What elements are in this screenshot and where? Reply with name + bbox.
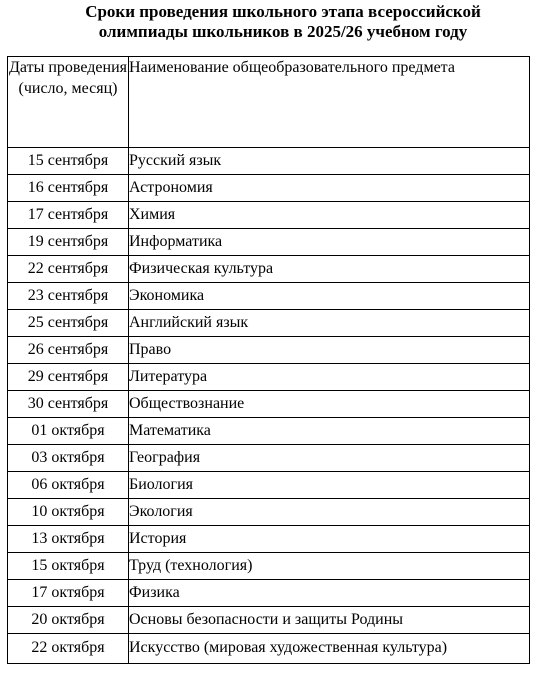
table-row [8,391,530,418]
subject-cell: Биология [129,472,530,499]
date-cell: 01 октября [8,418,129,445]
date-cell: 20 октября [8,607,129,634]
table-row [8,256,530,283]
date-cell: 13 октября [8,526,129,553]
subject-cell: Искусство (мировая художественная культура) [129,634,530,664]
subject-cell: Физическая культура [129,256,530,283]
subject-cell: География [129,445,530,472]
table-row [8,310,530,337]
subject-cell: Основы безопасности и защиты Родины [129,607,530,634]
subject-cell: Астрономия [129,175,530,202]
title-line-2: олимпиады школьников в 2025/26 учебном году [98,22,468,41]
date-cell: 15 октября [8,553,129,580]
title-line-1: Сроки проведения школьного этапа всероссийской [85,2,481,21]
column-header-subject: Наименование общеобразовательного предмета [129,57,530,148]
subject-cell: Математика [129,418,530,445]
subject-cell: Обществознание [129,391,530,418]
table-row [8,283,530,310]
subject-cell: Русский язык [129,148,530,175]
subject-cell: Литература [129,364,530,391]
table-row [8,499,530,526]
date-cell: 10 октября [8,499,129,526]
table-header-row [8,57,530,148]
date-cell: 25 сентября [8,310,129,337]
subject-cell: История [129,526,530,553]
column-header-date: Даты проведения (число, месяц) [8,57,129,148]
table-row [8,526,530,553]
subject-cell: Право [129,337,530,364]
subject-cell: Химия [129,202,530,229]
table-row [8,418,530,445]
table-row [8,202,530,229]
table-row [8,229,530,256]
table-row [8,472,530,499]
date-cell: 15 сентября [8,148,129,175]
table-row [8,445,530,472]
table-row [8,634,530,664]
page-title [0,2,536,42]
subject-cell: Труд (технология) [129,553,530,580]
date-cell: 03 октября [8,445,129,472]
table-row [8,364,530,391]
table-row [8,580,530,607]
date-cell: 22 октября [8,634,129,664]
table-row [8,607,530,634]
date-cell: 23 сентября [8,283,129,310]
subject-cell: Экономика [129,283,530,310]
date-cell: 19 сентября [8,229,129,256]
table-row [8,148,530,175]
date-cell: 30 сентября [8,391,129,418]
table-row [8,175,530,202]
subject-cell: Английский язык [129,310,530,337]
subject-cell: Информатика [129,229,530,256]
date-cell: 06 октября [8,472,129,499]
date-cell: 17 сентября [8,202,129,229]
date-cell: 22 сентября [8,256,129,283]
date-cell: 29 сентября [8,364,129,391]
table-row [8,337,530,364]
subject-cell: Экология [129,499,530,526]
schedule-table [7,56,530,664]
date-cell: 26 сентября [8,337,129,364]
date-cell: 16 сентября [8,175,129,202]
date-cell: 17 октября [8,580,129,607]
table-row [8,553,530,580]
subject-cell: Физика [129,580,530,607]
